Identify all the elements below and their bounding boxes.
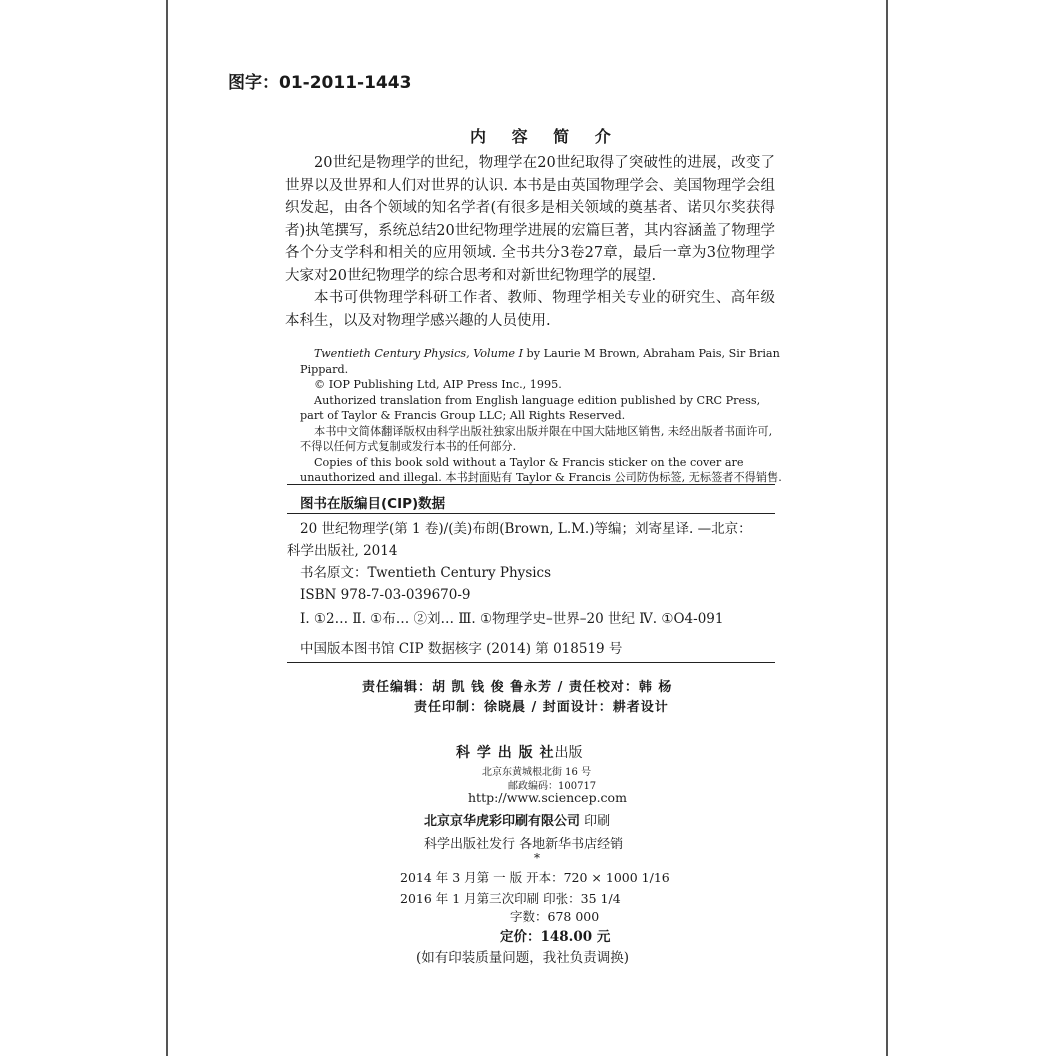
copyright-notice — [300, 346, 782, 486]
printer-line — [424, 810, 610, 829]
publisher-name: 科 学 出 版 社 — [456, 745, 555, 761]
registration-number: 图字：01-2011-1443 — [228, 73, 412, 93]
reprint-line: 2016 年 1 月第三次印刷 印张：35 1/4 — [400, 891, 621, 906]
section-title: 内 容 简 介 — [470, 127, 621, 146]
quality-note: (如有印装质量问题，我社负责调换) — [416, 950, 630, 966]
publisher-address: 北京东黄城根北街 16 号 — [482, 767, 592, 778]
intro-text — [285, 152, 775, 332]
publisher-line — [456, 742, 583, 762]
copyright-line-5: Copies of this book sold without a Taylor & Francis sticker on the cover are unauthorized and illegal. 本书封面贴有 Taylor & Francis 公司防伪标签, 无标签者不得销售. — [300, 455, 782, 484]
intro-paragraph-1: 20世纪是物理学的世纪，物理学在20世纪取得了突破性的进展，改变了世界以及世界和人们对世界的认识. 本书是由英国物理学会、美国物理学会组织发起，由各个领域的知名学者(有很多是相关领域的奠基者、诺贝尔奖获得者)执笔撰写，系统总结20世纪物理学进展的宏篇巨著，其内容涵盖了物理学各个分支学科和相关的应用领域. 全书共分3卷27章，最后一章为3位物理学大家对20世纪物理学的综合思考和对新世纪物理学的展望. — [285, 155, 775, 284]
distribution-line: 科学出版社发行 各地新华书店经销 — [424, 837, 624, 852]
price-line: 定价：148.00 元 — [500, 929, 611, 945]
copyright-line-4: 本书中文简体翻译版权由科学出版社独家出版并限在中国大陆地区销售, 未经出版者书面许可, 不得以任何方式复制或发行本书的任何部分. — [300, 424, 773, 453]
publisher-url: http://www.sciencep.com — [468, 790, 627, 805]
cip-line-5: Ⅰ. ①2… Ⅱ. ①布… ②刘… Ⅲ. ①物理学史–世界–20 世纪 Ⅳ. ①O4-091 — [300, 611, 724, 627]
wordcount-line: 字数：678 000 — [510, 909, 600, 924]
book-title-italic: Twentieth Century Physics, Volume I — [314, 347, 523, 360]
divider-cip — [287, 513, 775, 514]
copyright-line-1 — [300, 346, 782, 377]
right-border-line — [886, 0, 888, 1056]
cip-line-2: 科学出版社, 2014 — [287, 543, 398, 559]
cip-line-1: 20 世纪物理学(第 1 卷)/(美)布朗(Brown, L.M.)等编；刘寄星译. —北京： — [300, 521, 752, 537]
left-border-line — [166, 0, 168, 1056]
divider-top — [287, 484, 775, 485]
cip-heading: 图书在版编目(CIP)数据 — [300, 496, 446, 512]
intro-paragraph-2: 本书可供物理学科研工作者、教师、物理学相关专业的研究生、高年级本科生，以及对物理学感兴趣的人员使用. — [285, 290, 775, 329]
separator-star: * — [534, 851, 540, 865]
cip-line-6: 中国版本图书馆 CIP 数据核字 (2014) 第 018519 号 — [300, 641, 623, 657]
cip-line-4: ISBN 978-7-03-039670-9 — [300, 587, 471, 603]
copyright-line-3: Authorized translation from English language edition published by CRC Press, part of Taylor & Francis Group LLC; All Rights Reserved. — [300, 393, 761, 422]
edition-line: 2014 年 3 月第 一 版 开本：720 × 1000 1/16 — [400, 870, 670, 885]
divider-bottom — [287, 662, 775, 663]
printer-suffix: 印刷 — [584, 814, 611, 829]
printing-credit: 责任印制：徐晓晨 / 封面设计：耕者设计 — [414, 700, 669, 715]
publisher-postcode: 邮政编码：100717 — [508, 781, 597, 792]
authors-text: by Laurie M Brown, Abraham Pais, Sir Brian Pippard. — [300, 347, 780, 376]
cip-line-3: 书名原文：Twentieth Century Physics — [300, 565, 552, 581]
editors-credit: 责任编辑：胡 凯 钱 俊 鲁永芳 / 责任校对：韩 杨 — [362, 680, 673, 695]
printer-name: 北京京华虎彩印刷有限公司 — [424, 814, 581, 829]
copyright-line-2: © IOP Publishing Ltd, AIP Press Inc., 1995. — [314, 378, 562, 391]
publisher-suffix: 出版 — [554, 745, 583, 761]
